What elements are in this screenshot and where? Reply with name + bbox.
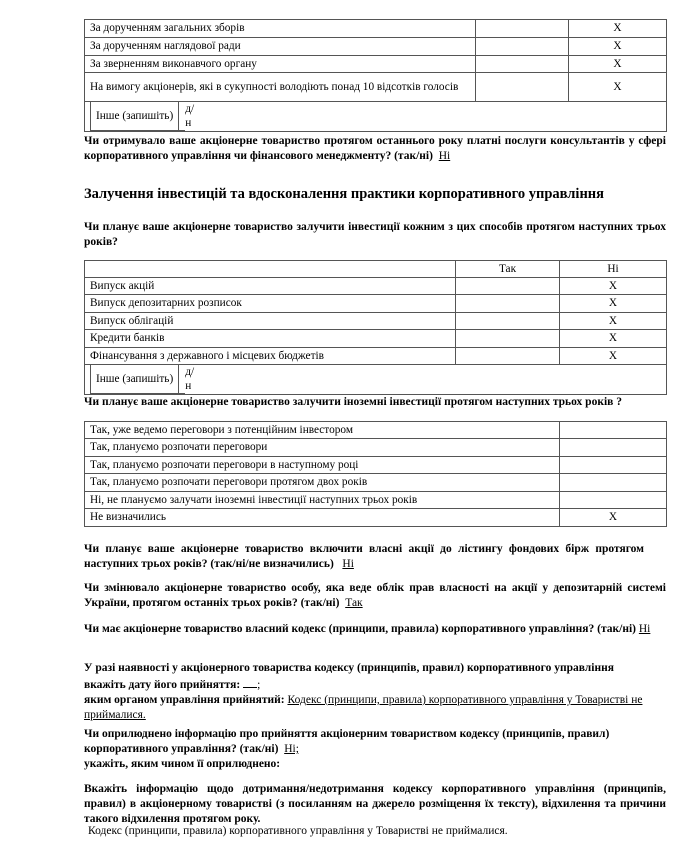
yes-cell [476, 38, 569, 56]
disclosure-answer: Ні; [284, 742, 299, 755]
mark-cell [560, 457, 667, 474]
foreign-investment-question: Чи планує ваше акціонерне товариство залучити іноземні інвестиції протягом наступних трьох років ? [84, 396, 622, 408]
investment-methods-table [84, 260, 667, 395]
table-header-row [85, 261, 667, 278]
row-label: Випуск акцій [85, 278, 456, 295]
other-label: Інше (запишіть) [91, 365, 179, 393]
code-body-answer: Кодекс (принципи, правила) корпоративного управління у Товаристві не приймалися. [84, 693, 643, 721]
row-label: Не визначились [85, 509, 560, 527]
row-label: За дорученням загальних зборів [85, 20, 476, 38]
table-row [85, 509, 667, 527]
registrar-question: Чи змінювало акціонерне товариство особу, яка веде облік прав власності на акції у депозитарній системі України, протягом останніх трьох років? (так/ні) Так [84, 582, 666, 609]
mark-cell [560, 439, 667, 457]
table-row [85, 20, 667, 38]
yes-cell [456, 330, 560, 348]
row-label: За зверненням виконавчого органу [85, 56, 476, 73]
compliance-answer: Кодекс (принципи, правила) корпоративного управління у Товаристві не приймалися. [88, 825, 508, 837]
table-row [85, 278, 667, 295]
header-no: Ні [560, 261, 667, 278]
row-label: Випуск депозитарних розписок [85, 295, 456, 313]
code-answer: Ні [638, 623, 651, 635]
row-label: Випуск облігацій [85, 313, 456, 330]
other-value: д/н [185, 366, 195, 393]
audit-initiator-table [84, 19, 667, 132]
no-cell: X [569, 73, 667, 102]
registrar-answer: Так [345, 596, 363, 609]
yes-cell [476, 56, 569, 73]
foreign-investment-table [84, 421, 667, 527]
row-label: Ні, не плануємо залучати іноземні інвестиції наступних трьох років [85, 492, 560, 509]
other-row [85, 365, 667, 395]
no-cell: X [560, 278, 667, 295]
no-cell: X [560, 295, 667, 313]
yes-cell [476, 73, 569, 102]
header-yes: Так [456, 261, 560, 278]
mark-cell [560, 474, 667, 492]
mark-cell [560, 422, 667, 439]
yes-cell [456, 348, 560, 365]
no-cell: X [560, 330, 667, 348]
disclosure-method-label: укажіть, яким чином її оприлюднено: [84, 757, 281, 770]
row-label: Так, уже ведемо переговори з потенційним інвестором [85, 422, 560, 439]
row-label: Фінансування з державного і місцевих бюджетів [85, 348, 456, 365]
no-cell: X [569, 56, 667, 73]
table-row [85, 457, 667, 474]
other-row [85, 102, 667, 132]
disclosure-question: Чи оприлюднено інформацію про прийняття акціонерним товариством кодексу (принципів, правил) корпоративного управління? (так/ні) Ні; укажіть, яким чином її оприлюднено: [84, 727, 644, 772]
listing-answer: Ні [342, 557, 354, 570]
yes-cell [476, 20, 569, 38]
section-title: Залучення інвестицій та вдосконалення практики корпоративного управління [84, 186, 605, 202]
table-row [85, 295, 667, 313]
no-cell: X [569, 20, 667, 38]
yes-cell [456, 278, 560, 295]
yes-cell [456, 295, 560, 313]
mark-cell: X [560, 509, 667, 527]
consultants-answer: Ні [438, 149, 451, 162]
row-label: За дорученням наглядової ради [85, 38, 476, 56]
no-cell: X [560, 348, 667, 365]
no-cell: X [560, 313, 667, 330]
investments-question: Чи планує ваше акціонерне товариство залучити інвестиції кожним з цих способів протягом наступних трьох років? [84, 221, 666, 248]
row-label: Кредити банків [85, 330, 456, 348]
table-row [85, 313, 667, 330]
row-label: Так, плануємо розпочати переговори в наступному році [85, 457, 560, 474]
table-row [85, 348, 667, 365]
consultants-question: Чи отримувало ваше акціонерне товариство протягом останнього року платні послуги консультантів у сфері корпоративного управління чи фінансового менеджменту? (так/ні) Ні [84, 135, 666, 162]
row-label: Так, плануємо розпочати переговори [85, 439, 560, 457]
code-date-question: У разі наявності у акціонерного товариства кодексу (принципів, правил) корпоративного управління вкажіть дату його прийняття: ; яким органом управління прийнятий: Кодекс (принципи, правила) корпоративного управління у Товаристві не приймалися. [84, 662, 643, 721]
table-row [85, 73, 667, 102]
table-row [85, 330, 667, 348]
other-value: д/н [185, 103, 195, 130]
row-label: Так, плануємо розпочати переговори протягом двох років [85, 474, 560, 492]
table-row [85, 492, 667, 509]
table-row [85, 439, 667, 457]
table-row [85, 38, 667, 56]
mark-cell [560, 492, 667, 509]
code-date-value: ; [257, 678, 261, 691]
yes-cell [456, 313, 560, 330]
compliance-question: Вкажіть інформацію щодо дотримання/недотримання кодексу корпоративного управління (принципів, правил) в акціонерному товаристві (з посиланням на джерело розміщення їх тексту), відхилення та причини такого відхилення протягом року. [84, 783, 666, 825]
table-row [85, 56, 667, 73]
listing-question: Чи планує ваше акціонерне товариство включити власні акції до лістингу фондових бірж протягом наступних трьох років? (так/ні/не визначились) Ні [84, 543, 644, 570]
row-label: На вимогу акціонерів, які в сукупності володіють понад 10 відсотків голосів [85, 73, 476, 102]
no-cell: X [569, 38, 667, 56]
other-label: Інше (запишіть) [91, 102, 179, 130]
table-row [85, 422, 667, 439]
code-question: Чи має акціонерне товариство власний кодекс (принципи, правила) корпоративного управління? (так/ні) Ні [84, 623, 651, 635]
table-row [85, 474, 667, 492]
